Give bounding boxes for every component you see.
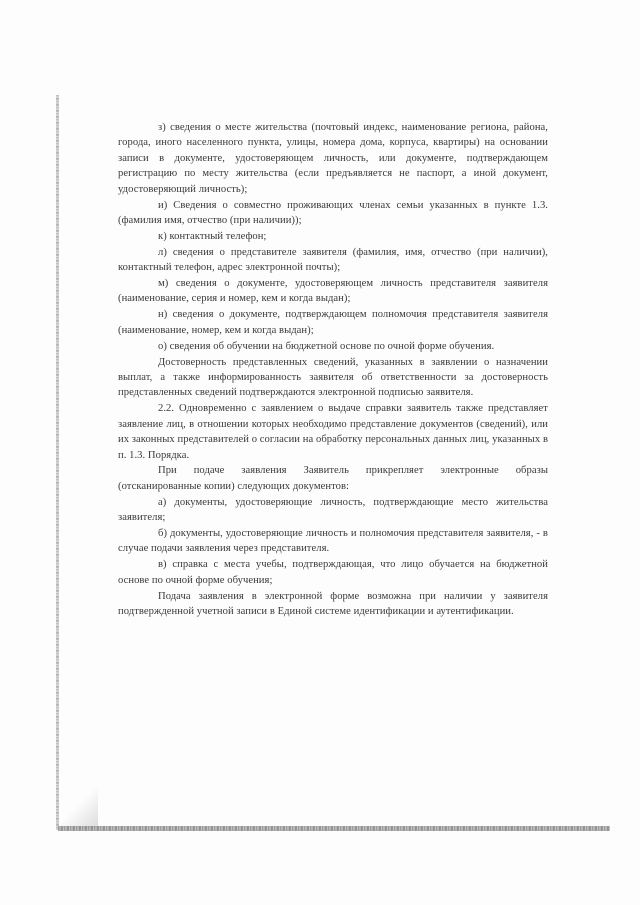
paragraph-i-family-members: и) Сведения о совместно проживающих членах семьи указанных в пункте 1.3. (фамилия имя, отчество (при наличии));: [118, 199, 548, 226]
paragraph-a-identity-docs: а) документы, удостоверяющие личность, подтверждающие место жительства заявителя;: [118, 496, 548, 524]
scan-shadow-bottom-edge: [58, 826, 610, 831]
paragraph-2-2-consent: 2.2. Одновременно с заявлением о выдаче справки заявитель также представляет заявление лиц, в отношении которых необходимо представление документов (сведений), или их законных представителей о согласии на обработку персональных данных лиц, указанных в п. 1.3. Порядка.: [118, 403, 548, 461]
paragraph-n-authority-document: н) сведения о документе, подтверждающем полномочия представителя заявителя (наименование, номер, кем и когда выдан);: [118, 309, 548, 336]
paragraph-esia-account: Подача заявления в электронной форме возможна при наличии у заявителя подтвержденной учетной записи в Единой системе идентификации и аутентификации.: [118, 590, 548, 618]
document-text-block: [118, 120, 548, 620]
paragraph-v-study-certificate: в) справка с места учебы, подтверждающая, что лицо обучается на бюджетной основе по очной форме обучения;: [118, 559, 548, 586]
paragraph-l-representative: л) сведения о представителе заявителя (фамилия, имя, отчество (при наличии), контактный телефон, адрес электронной почты);: [118, 246, 548, 274]
scan-shadow-left-edge: [56, 95, 59, 830]
paragraph-z-residence: з) сведения о месте жительства (почтовый индекс, наименование региона, района, города, иного населенного пункта, улицы, номера дома, корпуса, квартиры) на основании записи в документе, удостоверяющем личность, или документе, подтверждающем регистрацию по месту жительства (если предъявляется не паспорт, а иной документ, удостоверяющий личность);: [118, 122, 548, 195]
paragraph-k-phone: к) контактный телефон;: [158, 230, 267, 242]
paragraph-o-education: о) сведения об обучении на бюджетной основе по очной форме обучения.: [158, 340, 495, 352]
scan-shadow-corner: [58, 770, 98, 828]
paragraph-b-representative-docs: б) документы, удостоверяющие личность и полномочия представителя заявителя, - в случае подачи заявления через представителя.: [118, 528, 548, 555]
paragraph-attachments-intro: При подаче заявления Заявитель прикрепляет электронные образы (отсканированные копии) следующих документов:: [118, 465, 548, 492]
paragraph-reliability: Достоверность представленных сведений, указанных в заявлении о назначении выплат, а также информированность заявителя об ответственности за достоверность представленных сведений подтверждаются электронной подписью заявителя.: [118, 356, 548, 399]
paragraph-m-representative-id: м) сведения о документе, удостоверяющем личность представителя заявителя (наименование, серия и номер, кем и когда выдан);: [118, 278, 548, 305]
